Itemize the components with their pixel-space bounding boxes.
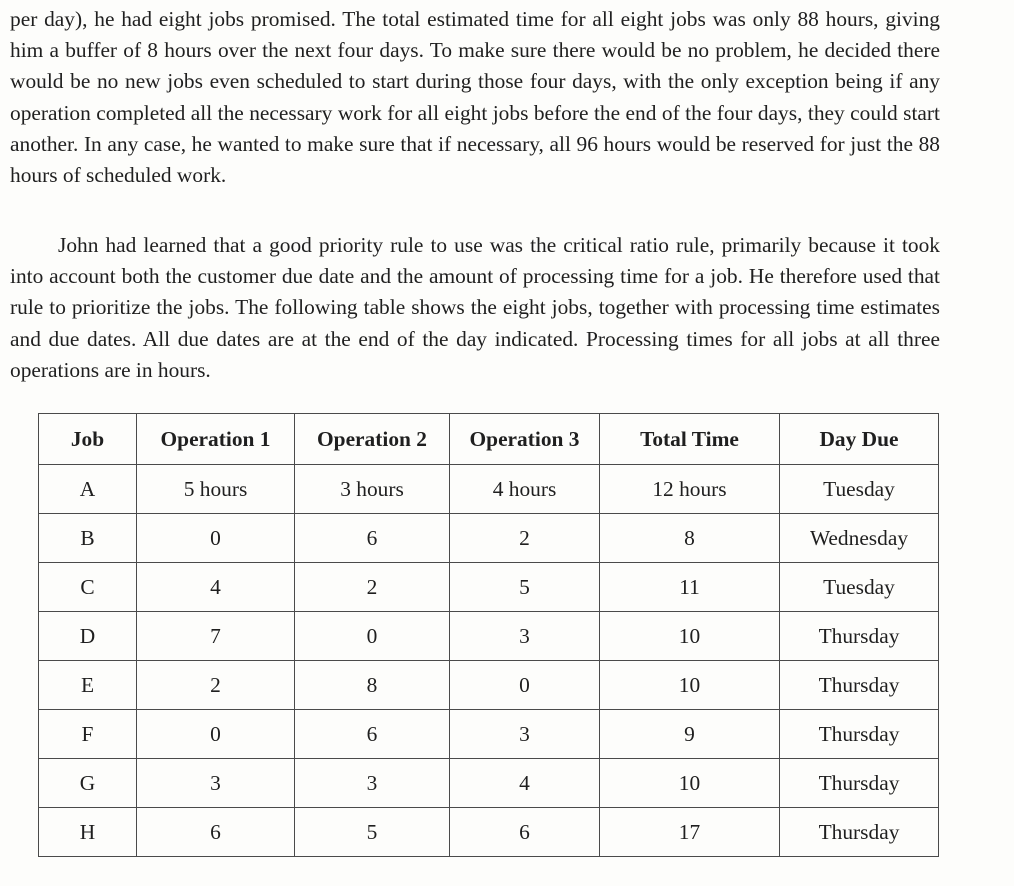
cell-job: F xyxy=(39,710,137,759)
table-row xyxy=(39,808,939,857)
cell-operation-3: 6 xyxy=(450,808,600,857)
header-job: Job xyxy=(39,414,137,465)
cell-total-time: 17 xyxy=(600,808,780,857)
table-header-row xyxy=(39,414,939,465)
cell-operation-2: 8 xyxy=(295,661,450,710)
cell-operation-3: 4 xyxy=(450,759,600,808)
cell-operation-3: 4 hours xyxy=(450,465,600,514)
cell-total-time: 8 xyxy=(600,514,780,563)
cell-operation-3: 3 xyxy=(450,710,600,759)
cell-operation-3: 0 xyxy=(450,661,600,710)
table-row xyxy=(39,563,939,612)
paragraph-critical-ratio-rule: John had learned that a good priority rule to use was the critical ratio rule, primarily because it took into account both the customer due date and the amount of processing time for a job. He therefore used that rule to prioritize the jobs. The following table shows the eight jobs, together with processing time estimates and due dates. All due dates are at the end of the day indicated. Processing times for all jobs at all three operations are in hours. xyxy=(10,233,940,382)
header-day-due: Day Due xyxy=(780,414,939,465)
table-row xyxy=(39,661,939,710)
paragraph-scheduling-buffer: per day), he had eight jobs promised. The total estimated time for all eight jobs was only 88 hours, giving him a buffer of 8 hours over the next four days. To make sure there would be no problem, he decided there would be no new jobs even scheduled to start during those four days, with the only exception being if any operation completed all the necessary work for all eight jobs before the end of the four days, they could start another. In any case, he wanted to make sure that if necessary, all 96 hours would be reserved for just the 88 hours of scheduled work. xyxy=(10,7,940,188)
cell-total-time: 11 xyxy=(600,563,780,612)
cell-operation-3: 5 xyxy=(450,563,600,612)
cell-operation-2: 2 xyxy=(295,563,450,612)
header-operation-2: Operation 2 xyxy=(295,414,450,465)
cell-day-due: Tuesday xyxy=(780,465,939,514)
cell-operation-2: 6 xyxy=(295,514,450,563)
cell-operation-1: 6 xyxy=(137,808,295,857)
cell-operation-1: 3 xyxy=(137,759,295,808)
cell-operation-1: 7 xyxy=(137,612,295,661)
cell-operation-2: 6 xyxy=(295,710,450,759)
table-row xyxy=(39,465,939,514)
header-total-time: Total Time xyxy=(600,414,780,465)
cell-operation-2: 5 xyxy=(295,808,450,857)
cell-day-due: Tuesday xyxy=(780,563,939,612)
cell-day-due: Thursday xyxy=(780,661,939,710)
cell-operation-1: 4 xyxy=(137,563,295,612)
cell-operation-1: 2 xyxy=(137,661,295,710)
cell-total-time: 10 xyxy=(600,612,780,661)
cell-job: G xyxy=(39,759,137,808)
cell-operation-3: 3 xyxy=(450,612,600,661)
cell-job: B xyxy=(39,514,137,563)
cell-total-time: 10 xyxy=(600,661,780,710)
jobs-table xyxy=(38,413,939,857)
header-operation-3: Operation 3 xyxy=(450,414,600,465)
table-row xyxy=(39,612,939,661)
cell-operation-2: 3 hours xyxy=(295,465,450,514)
cell-operation-2: 3 xyxy=(295,759,450,808)
cell-day-due: Thursday xyxy=(780,710,939,759)
cell-job: C xyxy=(39,563,137,612)
cell-operation-1: 0 xyxy=(137,710,295,759)
cell-day-due: Thursday xyxy=(780,612,939,661)
header-operation-1: Operation 1 xyxy=(137,414,295,465)
cell-job: E xyxy=(39,661,137,710)
cell-day-due: Thursday xyxy=(780,759,939,808)
cell-operation-2: 0 xyxy=(295,612,450,661)
cell-job: H xyxy=(39,808,137,857)
table-row xyxy=(39,514,939,563)
cell-day-due: Thursday xyxy=(780,808,939,857)
cell-day-due: Wednesday xyxy=(780,514,939,563)
cell-operation-3: 2 xyxy=(450,514,600,563)
cell-total-time: 10 xyxy=(600,759,780,808)
table-row xyxy=(39,710,939,759)
cell-job: D xyxy=(39,612,137,661)
cell-total-time: 12 hours xyxy=(600,465,780,514)
cell-operation-1: 5 hours xyxy=(137,465,295,514)
cell-operation-1: 0 xyxy=(137,514,295,563)
cell-total-time: 9 xyxy=(600,710,780,759)
table-row xyxy=(39,759,939,808)
cell-job: A xyxy=(39,465,137,514)
